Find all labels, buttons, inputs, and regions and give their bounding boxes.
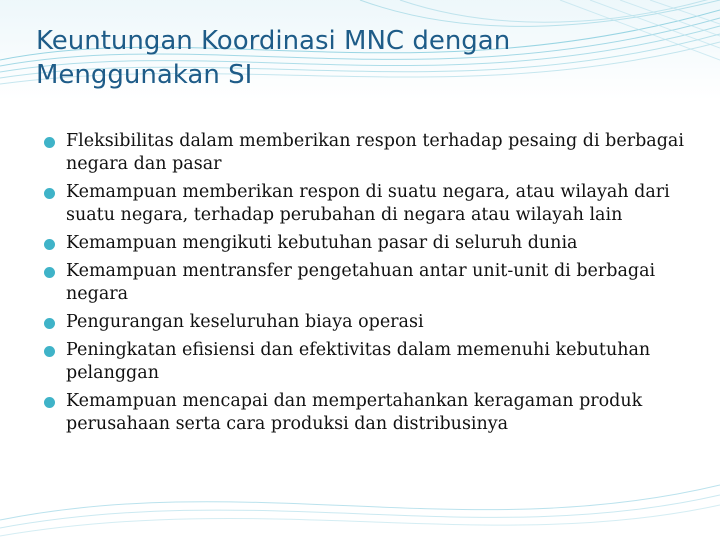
bullet-dot-icon (44, 137, 55, 148)
slide-title-line-2: Menggunakan SI (36, 60, 253, 90)
bullet-item-regional-response (44, 181, 684, 227)
slide-title (36, 24, 656, 92)
bullet-dot-icon (44, 346, 55, 357)
bullet-dot-icon (44, 267, 55, 278)
bullet-text: Kemampuan mengikuti kebutuhan pasar di seluruh dunia (66, 233, 578, 253)
bullet-item-global-market-needs (44, 232, 684, 255)
bullet-dot-icon (44, 397, 55, 408)
bullet-dot-icon (44, 239, 55, 250)
bullet-text: Kemampuan memberikan respon di suatu negara, atau wilayah dari suatu negara, terhadap perubahan di negara atau wilayah lain (66, 182, 670, 225)
bullet-text: Kemampuan mentransfer pengetahuan antar unit-unit di berbagai negara (66, 261, 656, 304)
bullet-text: Peningkatan efisiensi dan efektivitas dalam memenuhi kebutuhan pelanggan (66, 340, 651, 383)
bullet-item-efficiency (44, 339, 684, 385)
bullet-item-cost-reduction (44, 311, 684, 334)
bullet-item-product-diversity (44, 390, 684, 436)
bullet-dot-icon (44, 188, 55, 199)
bullet-text: Fleksibilitas dalam memberikan respon terhadap pesaing di berbagai negara dan pasar (66, 131, 684, 174)
bullet-text: Kemampuan mencapai dan mempertahankan keragaman produk perusahaan serta cara produksi dan distribusinya (66, 391, 643, 434)
bullet-item-flexibility (44, 130, 684, 176)
bullet-list (44, 130, 684, 441)
bullet-item-knowledge-transfer (44, 260, 684, 306)
slide-title-line-1: Keuntungan Koordinasi MNC dengan (36, 26, 511, 56)
bullet-text: Pengurangan keseluruhan biaya operasi (66, 312, 424, 332)
bullet-dot-icon (44, 318, 55, 329)
